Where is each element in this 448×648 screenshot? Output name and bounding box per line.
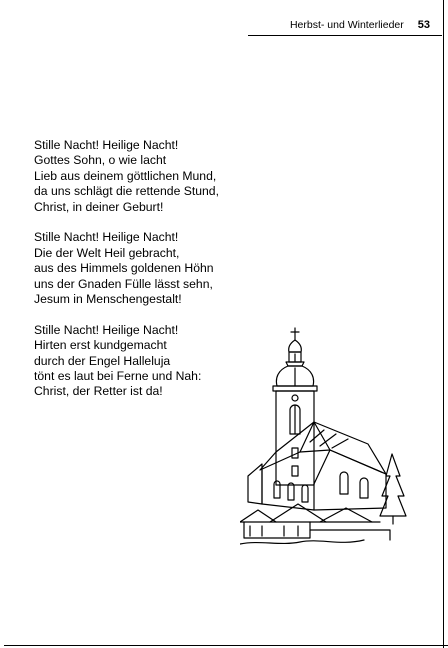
poem-line: Stille Nacht! Heilige Nacht! [34,138,179,152]
poem-line: durch der Engel Halleluja [34,353,171,368]
poem-line: Jesum in Menschengestalt! [34,292,182,307]
section-title: Herbst- und Winterlieder [289,19,404,31]
poem-line: uns der Gnaden Fülle lässt sehn, [34,276,213,291]
stanza-2 [34,230,314,307]
poem-line: Lieb aus deinem göttlichen Mund, [34,168,217,183]
poem-line: tönt es laut bei Ferne und Nah: [34,369,202,384]
poem-line: Stille Nacht! Heilige Nacht! [34,322,179,337]
poem-line: Hirten erst kundgemacht [34,338,167,353]
poem-line: aus des Himmels goldenen Höhn [34,261,214,276]
poem-line: Die der Welt Heil gebracht, [34,245,180,260]
header-rule [248,35,442,36]
page-border-bottom [4,645,448,646]
poem-line: Christ, in deiner Geburt! [34,199,164,214]
poem-line: Stille Nacht! Heilige Nacht! [34,230,179,245]
page-number: 53 [417,19,430,31]
stanza-1 [34,138,314,215]
poem-line: da uns schlägt die rettende Stund, [34,184,219,199]
page-border-right [443,0,444,648]
poem-line: Christ, der Retter ist da! [34,384,163,399]
poem-line: Gottes Sohn, o wie lacht [34,153,167,168]
page-header [0,18,430,32]
church-icon [240,326,412,550]
